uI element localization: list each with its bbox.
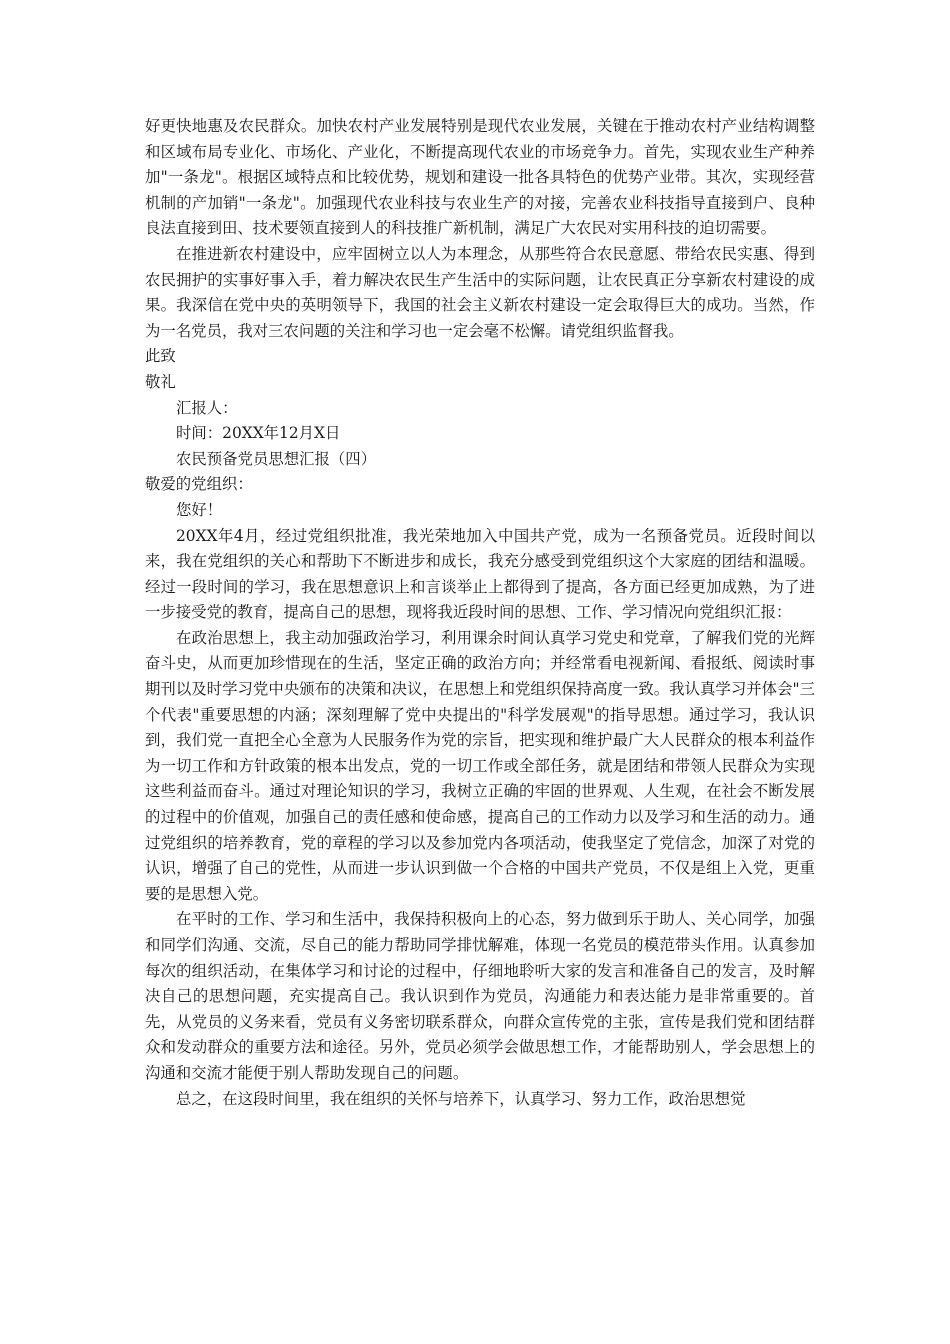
closing-line-2: 敬礼 <box>145 372 176 391</box>
paragraph-12: 在平时的工作、学习和生活中，我保持积极向上的心态，努力做到乐于助人、关心同学，加强和同学们沟通、交流，尽自己的能力帮助同学排忧解难，体现一名党员的模范带头作用。认真参加每次的组织活动，在集体学习和讨论的过程中，仔细地聆听大家的发言和准备自己的发言，及时解决自己的思想问题，充实提高自己。我认识到作为党员，沟通能力和表达能力是非常重要的。首先，从党员的义务来看，党员有义务密切联系群众，向群众宣传党的主张，宣传是我们党和团结群众和发动群众的重要方法和途径。另外，党员必须学会做思想工作，才能帮助别人，学会思想上的沟通和交流才能便于别人帮助发现自己的问题。 <box>145 910 815 1082</box>
reporter-line: 汇报人： <box>176 398 238 417</box>
salutation: 敬爱的党组织： <box>145 475 253 494</box>
section-title: 农民预备党员思想汇报（四） <box>176 449 377 468</box>
document-body <box>145 114 815 1112</box>
greeting: 您好！ <box>176 500 223 519</box>
paragraph-13: 总之，在这段时间里，我在组织的关怀与培养下，认真学习、努力工作，政治思想觉 <box>176 1089 746 1108</box>
paragraph-10: 20XX年4月，经过党组织批准，我光荣地加入中国共产党，成为一名预备党员。近段时间以来，我在党组织的关心和帮助下不断进步和成长，我充分感受到党组织这个大家庭的团结和温暖。经过一段时间的学习，我在思想意识上和言谈举止上都得到了提高，各方面已经更加成熟，为了进一步接受党的教育，提高自己的思想，现将我近段时间的思想、工作、学习情况向党组织汇报： <box>145 526 815 622</box>
date-line: 时间：20XX年12月X日 <box>176 424 341 443</box>
closing-line-1: 此致 <box>145 347 176 366</box>
paragraph-2: 在推进新农村建设中，应牢固树立以人为本理念，从那些符合农民意愿、带给农民实惠、得到农民拥护的实事好事入手，着力解决农民生产生活中的实际问题，让农民真正分享新农村建设的成果。我深信在党中央的英明领导下，我国的社会主义新农村建设一定会取得巨大的成功。当然，作为一名党员，我对三农问题的关注和学习也一定会毫不松懈。请党组织监督我。 <box>145 244 815 340</box>
paragraph-1: 好更快地惠及农民群众。加快农村产业发展特别是现代农业发展，关键在于推动农村产业结构调整和区域布局专业化、市场化、产业化，不断提高现代农业的市场竞争力。首先，实现农业生产种养加"一条龙"。根据区域特点和比较优势，规划和建设一批各具特色的优势产业带。其次，实现经营机制的产加销"一条龙"。加强现代农业科技与农业生产的对接，完善农业科技指导直接到户、良种良法直接到田、技术要领直接到人的科技推广新机制，满足广大农民对实用科技的迫切需要。 <box>145 117 815 238</box>
paragraph-11: 在政治思想上，我主动加强政治学习，利用课余时间认真学习党史和党章，了解我们党的光辉奋斗史，从而更加珍惜现在的生活，坚定正确的政治方向；并经常看电视新闻、看报纸、阅读时事期刊以及时学习党中央颁布的决策和决议，在思想上和党组织保持高度一致。我认真学习并体会"三个代表"重要思想的内涵；深刻理解了党中央提出的"科学发展观"的指导思想。通过学习，我认识到，我们党一直把全心全意为人民服务作为党的宗旨，把实现和维护最广大人民群众的根本利益作为一切工作和方针政策的根本出发点，党的一切工作或全部任务，就是团结和带领人民群众为实现这些利益而奋斗。通过对理论知识的学习，我树立正确的牢固的世界观、人生观，在社会不断发展的过程中的价值观，加强自己的责任感和使命感，提高自己的工作动力以及学习和生活的动力。通过党组织的培养教育，党的章程的学习以及参加党内各项活动，使我坚定了党信念，加深了对党的认识，增强了自己的党性，从而进一步认识到做一个合格的中国共产党员，不仅是组上入党，更重要的是思想入党。 <box>145 628 815 903</box>
